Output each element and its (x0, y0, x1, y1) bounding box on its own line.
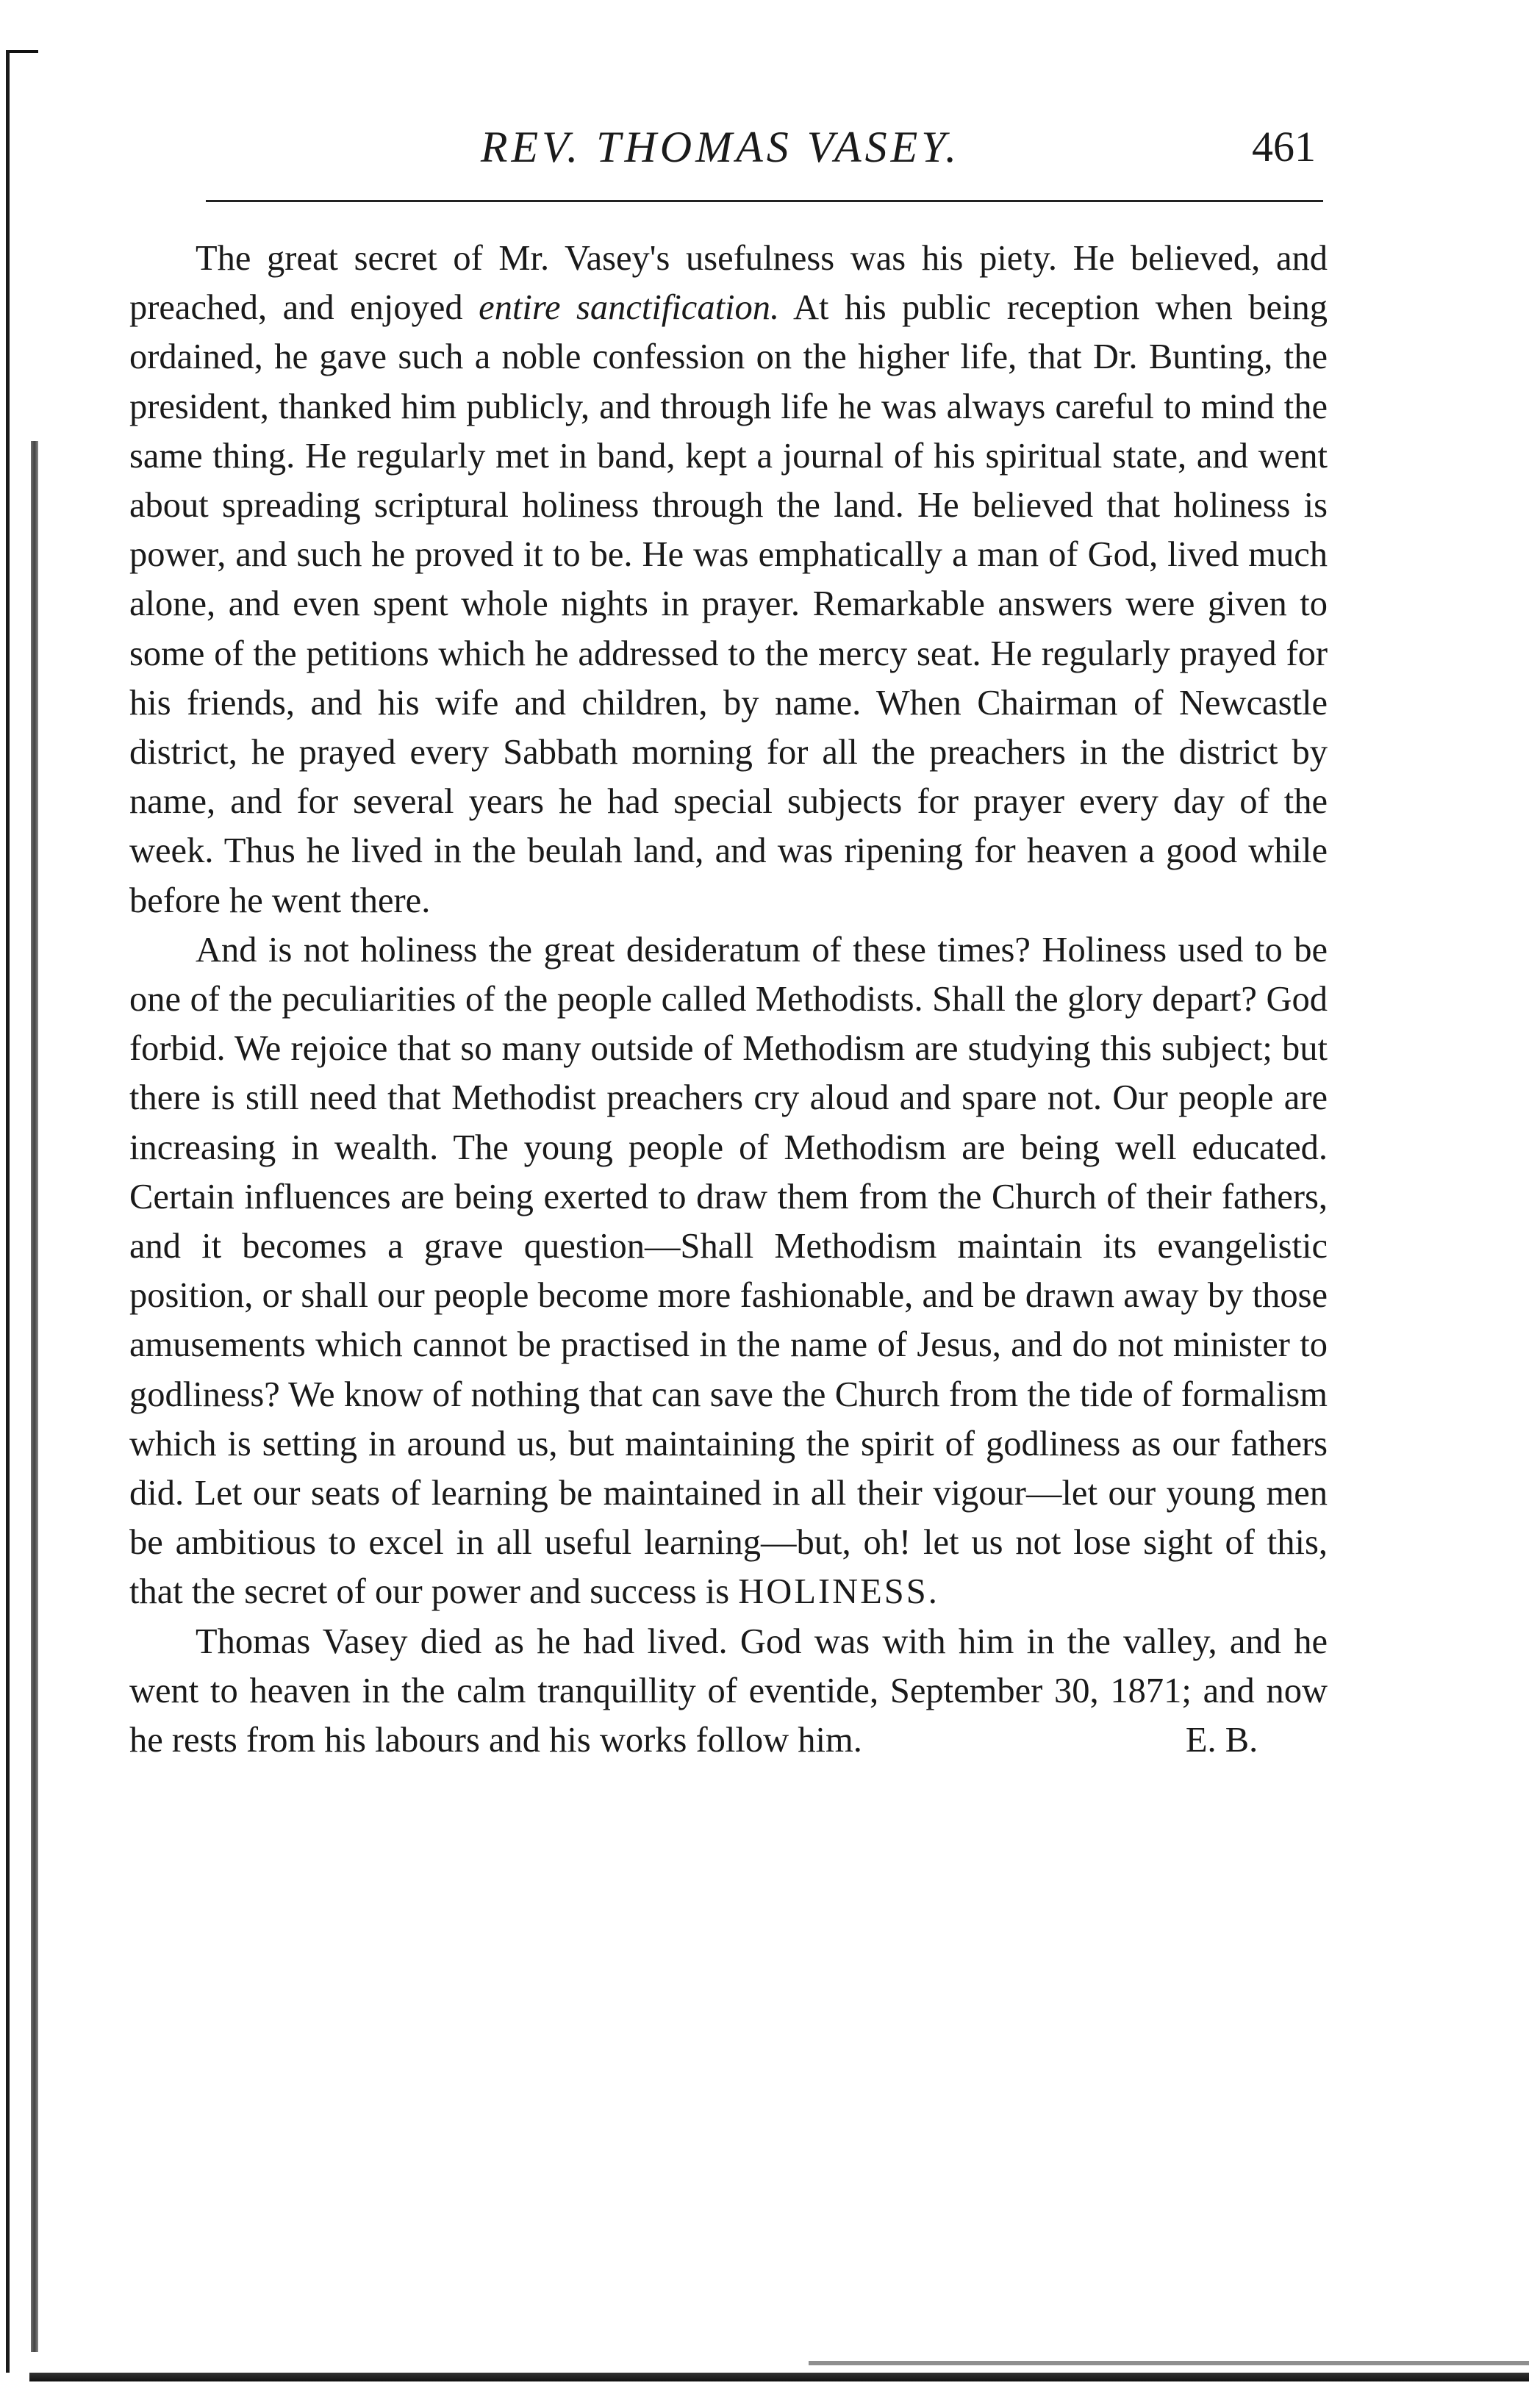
signature: E. B. (1185, 1721, 1258, 1760)
paragraph-1 (129, 234, 1328, 925)
binding-edge-bottom (29, 2373, 1529, 2381)
page-number: 461 (1252, 123, 1316, 171)
binding-edge-left (6, 50, 10, 2373)
paragraph-1-text-start: The great secret of Mr. Vasey's usefulness was his piety. He believed, and preached, and enjoyed (129, 239, 1328, 328)
paragraph-3-text: Thomas Vasey died as he had lived. God was with him in the valley, and he went to heaven in the calm tranquillity of eventide, September 30, 1871; and now he rests from his labours and his works follow him. (129, 1621, 1328, 1760)
binding-edge-top (6, 50, 38, 53)
paragraph-1-emphasis: entire sanctification. (479, 288, 780, 328)
paragraph-3 (129, 1617, 1328, 1766)
paragraph-2 (129, 925, 1328, 1617)
binding-edge-bottom-thin (809, 2361, 1529, 2365)
running-title: REV. THOMAS VASEY. (480, 123, 961, 171)
paragraph-1-text-end: At his public reception when being ordained, he gave such a noble confession on the higher life, that Dr. Bunting, the president, thanked him publicly, and through life he was always careful to mind the same thing. He regularly met in band, kept a journal of his spiritual state, and went about spreading scriptural holiness through the land. He believed that holiness is power, and such he proved it to be. He was emphatically a man of God, lived much alone, and even spent whole nights in prayer. Remarkable answers were given to some of the petitions which he addressed to the mercy seat. He regularly prayed for his friends, and his wife and children, by name. When Chairman of Newcastle district, he prayed every Sabbath morning for all the preachers in the district by name, and for several years he had special subjects for prayer every day of the week. Thus he lived in the beulah land, and was ripening for heaven a good while before he went there. (129, 288, 1328, 920)
binding-shadow (31, 441, 38, 2352)
header-rule (206, 200, 1323, 202)
paragraph-2-smallcaps: HOLINESS. (738, 1572, 939, 1612)
body-text (129, 234, 1328, 1765)
paragraph-2-text: And is not holiness the great desideratum of these times? Holiness used to be one of the peculiarities of the people called Methodists. Shall the glory depart? God forbid. We rejoice that so many outside of Methodism are studying this subject; but there is still need that Methodist preachers cry aloud and spare not. Our people are increasing in wealth. The young people of Methodism are being well educated. Certain influences are being exerted to draw them from the Church of their fathers, and it becomes a grave question—Shall Methodism maintain its evangelistic position, or shall our people become more fashionable, and be drawn away by those amusements which cannot be practised in the name of Jesus, and do not minister to godliness? We know of nothing that can save the Church from the tide of formalism which is setting in around us, but maintaining the spirit of godliness as our fathers did. Let our seats of learning be maintained in all their vigour—let our young men be ambitious to excel in all useful learning—but, oh! let us not lose sight of this, that the secret of our power and success is (129, 930, 1328, 1612)
page-header (125, 118, 1316, 184)
